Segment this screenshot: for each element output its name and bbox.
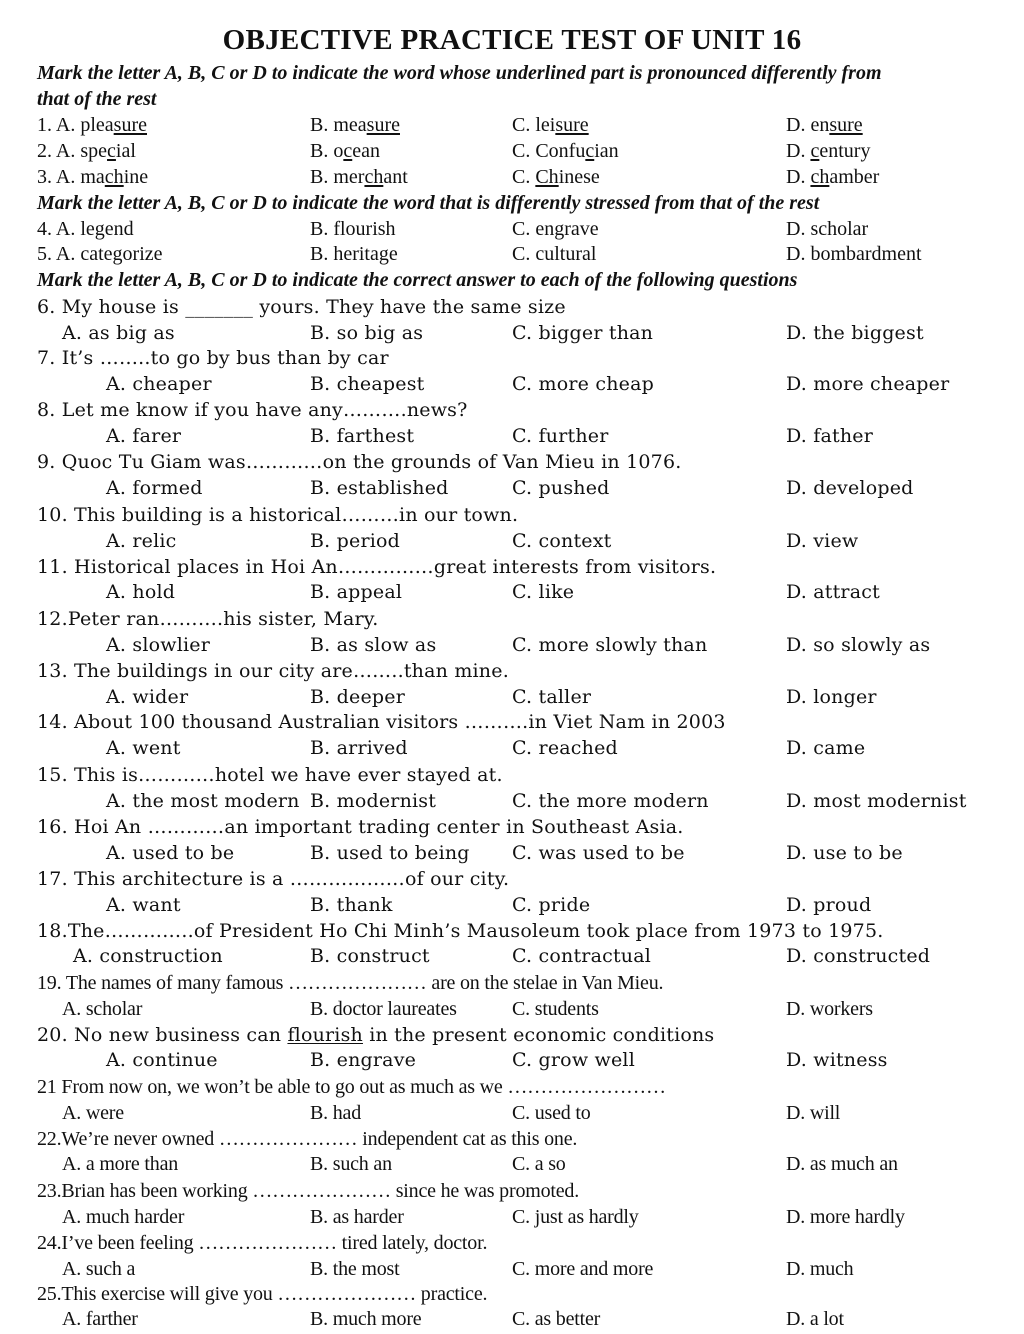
question-text: 14. About 100 thousand Australian visitors ……….in Viet Nam in 2003	[37, 711, 726, 733]
question-stem	[0, 868, 1024, 894]
option-b: B. heritage	[310, 243, 398, 265]
option-c: C. contractual	[512, 945, 652, 967]
option-c: C. taller	[512, 686, 592, 708]
option-b: B. had	[310, 1102, 362, 1124]
option-d: D. century	[786, 140, 871, 162]
option-a: A. formed	[106, 477, 203, 499]
instruction-pronunciation-cont: that of the rest	[37, 88, 157, 110]
option-b: B. deeper	[310, 686, 405, 708]
option-a: A. farther	[62, 1308, 138, 1330]
option-a: A. farer	[106, 425, 182, 447]
option-a: A. as big as	[62, 322, 175, 344]
answer-row	[0, 945, 1024, 971]
option-a: A. scholar	[62, 998, 143, 1020]
option-a: A. slowlier	[106, 634, 211, 656]
option-a: A. such a	[62, 1258, 136, 1280]
question-text: 13. The buildings in our city are……..than mine.	[37, 660, 509, 682]
answer-row	[0, 1049, 1024, 1075]
option-b: B. arrived	[310, 737, 408, 759]
option-a: A. were	[62, 1102, 124, 1124]
answer-row	[0, 581, 1024, 607]
question-stem	[0, 920, 1024, 946]
question-text: 12.Peter ran……….his sister, Mary.	[37, 608, 379, 630]
question-row	[0, 243, 1024, 269]
option-a: A. wider	[106, 686, 189, 708]
instruction-pronunciation: Mark the letter A, B, C or D to indicate the word whose underlined part is pronounced differently from	[37, 62, 882, 84]
option-b: B. appeal	[310, 581, 403, 603]
option-b: B. as harder	[310, 1206, 404, 1228]
option-c: C. context	[512, 530, 612, 552]
page-title: OBJECTIVE PRACTICE TEST OF UNIT 16	[222, 24, 802, 56]
option-c: C. engrave	[512, 218, 599, 240]
option-b: B. such an	[310, 1153, 392, 1175]
answer-row	[0, 998, 1024, 1024]
option-a: A. hold	[106, 581, 176, 603]
question-text: 8. Let me know if you have any……….news?	[37, 399, 468, 421]
option-a: 1. A. pleasure	[37, 114, 147, 136]
question-text: 25.This exercise will give you ………………… practice.	[37, 1283, 488, 1305]
option-d: D. came	[786, 737, 866, 759]
option-c: C. more cheap	[512, 373, 654, 395]
question-text: 16. Hoi An …………an important trading center in Southeast Asia.	[37, 816, 684, 838]
option-c: C. students	[512, 998, 599, 1020]
question-stem	[0, 816, 1024, 842]
option-c: C. more slowly than	[512, 634, 708, 656]
instruction-stress: Mark the letter A, B, C or D to indicate the word that is differently stressed from that of the rest	[37, 192, 820, 214]
question-stem	[0, 1283, 1024, 1309]
question-text: 19. The names of many famous ………………… are on the stelae in Van Mieu.	[37, 972, 664, 994]
question-text: 11. Historical places in Hoi An……………great interests from visitors.	[37, 556, 717, 578]
option-b: B. flourish	[310, 218, 396, 240]
question-text: 21 From now on, we won’t be able to go out as much as we ……………………	[37, 1076, 666, 1098]
option-a: A. construction	[73, 945, 223, 967]
option-b: B. the most	[310, 1258, 400, 1280]
option-d: D. use to be	[786, 842, 903, 864]
option-a: A. went	[106, 737, 181, 759]
question-text: 9. Quoc Tu Giam was…………on the grounds of Van Mieu in 1076.	[37, 451, 682, 473]
option-d: D. the biggest	[786, 322, 924, 344]
question-text: 24.I’ve been feeling ………………… tired lately, doctor.	[37, 1232, 488, 1254]
question-row	[0, 114, 1024, 140]
option-b: B. engrave	[310, 1049, 417, 1071]
answer-row	[0, 634, 1024, 660]
question-stem	[0, 451, 1024, 477]
question-row	[0, 166, 1024, 192]
option-c: C. more and more	[512, 1258, 654, 1280]
option-a: 4. A. legend	[37, 218, 134, 240]
answer-row	[0, 373, 1024, 399]
option-c: C. just as hardly	[512, 1206, 639, 1228]
option-b: B. construct	[310, 945, 430, 967]
option-d: D. witness	[786, 1049, 888, 1071]
option-a: A. the most modern	[106, 790, 300, 812]
answer-row	[0, 477, 1024, 503]
option-b: B. period	[310, 530, 401, 552]
answer-row	[0, 1308, 1024, 1334]
option-d: D. chamber	[786, 166, 880, 188]
option-d: D. more hardly	[786, 1206, 905, 1228]
option-d: D. much	[786, 1258, 854, 1280]
option-c: C. Confucian	[512, 140, 619, 162]
answer-row	[0, 425, 1024, 451]
question-text: 22.We’re never owned ………………… independent cat as this one.	[37, 1128, 578, 1150]
question-row	[0, 140, 1024, 166]
question-text: 20. No new business can flourish in the present economic conditions	[37, 1024, 715, 1046]
question-stem	[0, 1232, 1024, 1258]
question-stem	[0, 1180, 1024, 1206]
option-b: B. so big as	[310, 322, 424, 344]
answer-row	[0, 1102, 1024, 1128]
question-stem	[0, 711, 1024, 737]
option-a: 2. A. special	[37, 140, 136, 162]
answer-row	[0, 530, 1024, 556]
option-b: B. as slow as	[310, 634, 437, 656]
option-d: D. will	[786, 1102, 841, 1124]
question-stem	[0, 556, 1024, 582]
answer-row	[0, 842, 1024, 868]
question-text: 15. This is…………hotel we have ever stayed at.	[37, 764, 503, 786]
question-stem	[0, 1128, 1024, 1154]
answer-row	[0, 790, 1024, 816]
answer-row	[0, 1206, 1024, 1232]
question-row	[0, 218, 1024, 244]
option-b: B. farthest	[310, 425, 415, 447]
option-b: B. merchant	[310, 166, 408, 188]
answer-row	[0, 686, 1024, 712]
question-stem	[0, 764, 1024, 790]
option-a: A. want	[106, 894, 181, 916]
option-a: 3. A. machine	[37, 166, 149, 188]
option-b: B. thank	[310, 894, 393, 916]
option-c: C. cultural	[512, 243, 597, 265]
question-stem	[0, 296, 1024, 322]
question-text: 10. This building is a historical………in our town.	[37, 504, 519, 526]
option-b: B. established	[310, 477, 449, 499]
option-c: C. like	[512, 581, 575, 603]
option-b: B. doctor laureates	[310, 998, 457, 1020]
question-text: 18.The…………..of President Ho Chi Minh’s Mausoleum took place from 1973 to 1975.	[37, 920, 884, 942]
option-c: C. leisure	[512, 114, 589, 136]
question-stem	[0, 1076, 1024, 1102]
question-text: 23.Brian has been working ………………… since he was promoted.	[37, 1180, 580, 1202]
option-a: A. relic	[106, 530, 177, 552]
option-d: D. as much an	[786, 1153, 898, 1175]
option-d: D. view	[786, 530, 859, 552]
option-c: C. bigger than	[512, 322, 654, 344]
option-d: D. ensure	[786, 114, 863, 136]
answer-row	[0, 1153, 1024, 1179]
question-text: 6. My house is _______ yours. They have the same size	[37, 296, 566, 318]
option-c: C. pushed	[512, 477, 610, 499]
answer-row	[0, 1258, 1024, 1284]
answer-row	[0, 322, 1024, 348]
option-a: 5. A. categorize	[37, 243, 163, 265]
option-a: A. continue	[106, 1049, 218, 1071]
question-stem	[0, 504, 1024, 530]
option-d: D. scholar	[786, 218, 869, 240]
option-b: B. ocean	[310, 140, 380, 162]
question-stem	[0, 972, 1024, 998]
question-stem	[0, 608, 1024, 634]
option-c: C. grow well	[512, 1049, 635, 1071]
option-d: D. so slowly as	[786, 634, 931, 656]
option-c: C. a so	[512, 1153, 566, 1175]
option-b: B. much more	[310, 1308, 422, 1330]
option-c: C. further	[512, 425, 609, 447]
option-a: A. a more than	[62, 1153, 179, 1175]
option-d: D. attract	[786, 581, 880, 603]
option-b: B. used to being	[310, 842, 470, 864]
option-d: D. workers	[786, 998, 873, 1020]
option-d: D. more cheaper	[786, 373, 950, 395]
option-c: C. Chinese	[512, 166, 600, 188]
option-d: D. longer	[786, 686, 877, 708]
option-c: C. the more modern	[512, 790, 709, 812]
question-stem	[0, 347, 1024, 373]
answer-row	[0, 894, 1024, 920]
option-d: D. developed	[786, 477, 914, 499]
option-d: D. proud	[786, 894, 872, 916]
question-stem	[0, 1024, 1024, 1050]
question-stem	[0, 660, 1024, 686]
option-b: B. cheapest	[310, 373, 425, 395]
option-c: C. pride	[512, 894, 591, 916]
option-a: A. cheaper	[106, 373, 212, 395]
question-text: 7. It’s ……..to go by bus than by car	[37, 347, 389, 369]
option-a: A. used to be	[106, 842, 235, 864]
option-d: D. constructed	[786, 945, 931, 967]
option-b: B. measure	[310, 114, 400, 136]
option-c: C. as better	[512, 1308, 601, 1330]
option-d: D. a lot	[786, 1308, 844, 1330]
option-c: C. used to	[512, 1102, 591, 1124]
question-stem	[0, 399, 1024, 425]
option-d: D. most modernist	[786, 790, 967, 812]
instruction-correct-answer: Mark the letter A, B, C or D to indicate the correct answer to each of the following questions	[37, 269, 798, 291]
answer-row	[0, 737, 1024, 763]
option-b: B. modernist	[310, 790, 437, 812]
option-d: D. father	[786, 425, 873, 447]
option-c: C. reached	[512, 737, 618, 759]
option-d: D. bombardment	[786, 243, 922, 265]
option-a: A. much harder	[62, 1206, 185, 1228]
question-text: 17. This architecture is a ………………of our city.	[37, 868, 510, 890]
option-c: C. was used to be	[512, 842, 685, 864]
